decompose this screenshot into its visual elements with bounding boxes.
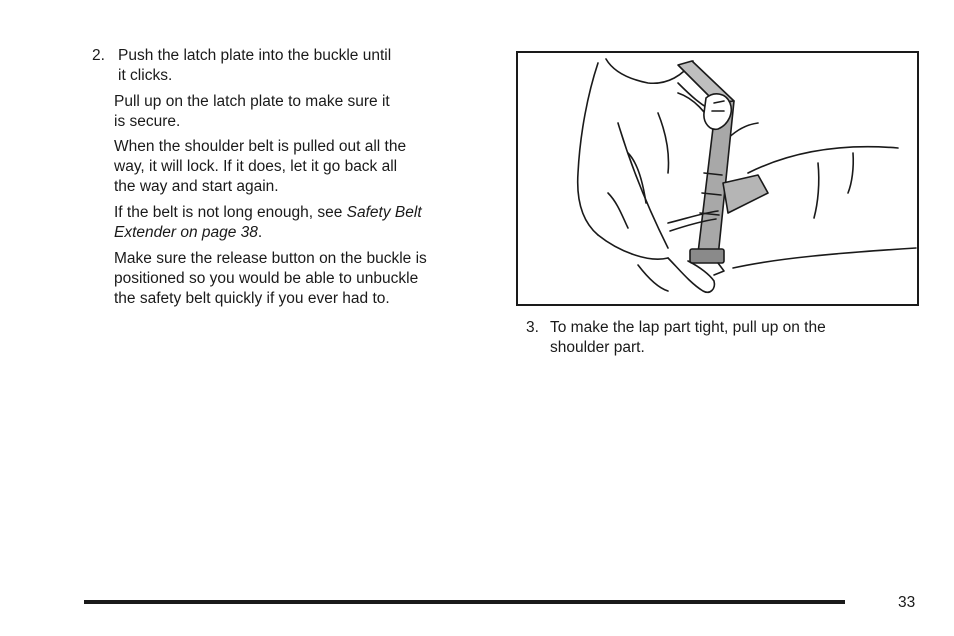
step-text-line: Push the latch plate into the buckle until [118,47,392,64]
paragraph-line: way, it will lock. If it does, let it go back all [114,158,398,175]
paragraph-line: Pull up on the latch plate to make sure it [114,93,390,110]
extender-reference-link[interactable]: Safety Belt [346,204,422,221]
paragraph-line: is secure. [114,113,181,130]
page-number: 33 [898,594,916,611]
paragraph-line: the way and start again. [114,178,279,195]
paragraph-line: Make sure the release button on the buckle is [114,250,427,267]
footer-rule [84,600,845,604]
step-text-line: To make the lap part tight, pull up on the [550,319,826,336]
paragraph-line: positioned so you would be able to unbuckle [114,270,419,287]
step-text-line: it clicks. [118,67,173,84]
seat-belt-illustration [516,51,919,306]
paragraph-release-button [92,249,492,309]
extender-reference-link-cont[interactable]: Extender on page 38 [114,224,258,241]
paragraph-text: . [257,224,263,241]
step-2 [92,46,492,86]
paragraph-lock [92,137,492,197]
paragraph-secure [92,92,492,132]
paragraph-line: When the shoulder belt is pulled out all the [114,138,407,155]
paragraph-line: the safety belt quickly if you ever had to. [114,290,390,307]
right-column [526,318,926,358]
paragraph-text: If the belt is not long enough, see [114,204,347,221]
step-text-line: shoulder part. [550,339,645,356]
step-number: 3. [526,319,539,336]
paragraph-extender [92,203,492,243]
person-pulling-shoulder-belt-illustration [518,53,917,304]
step-number: 2. [92,47,105,64]
left-column [92,46,492,309]
step-3 [526,318,926,358]
